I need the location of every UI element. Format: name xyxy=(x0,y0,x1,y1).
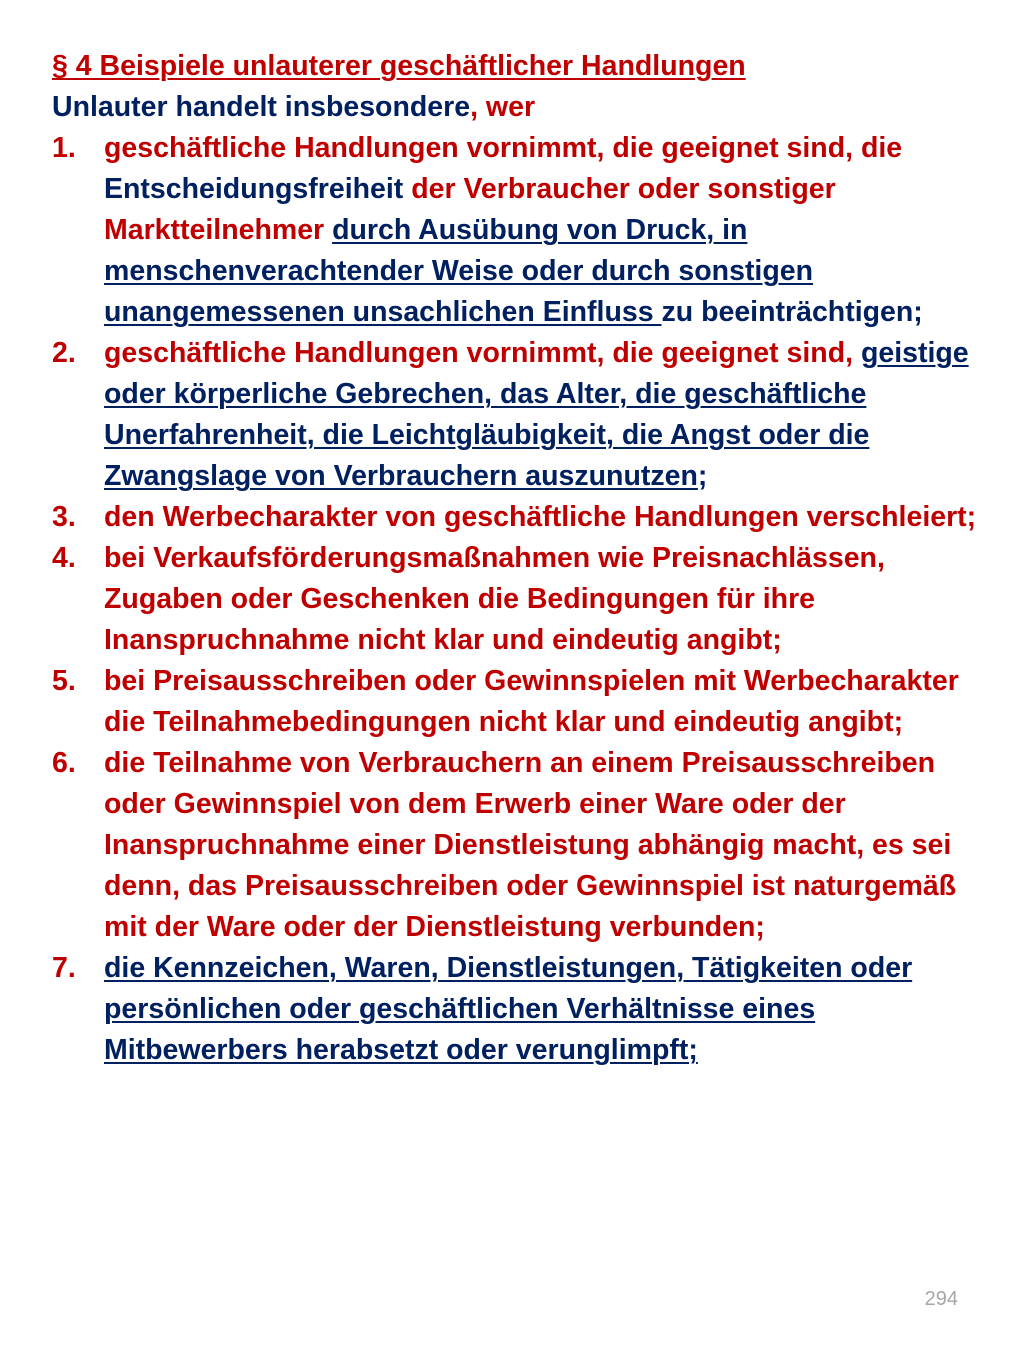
list-item-number: 6. xyxy=(52,747,76,779)
page-number: 294 xyxy=(924,1288,958,1310)
text-segment: die Kennzeichen, Waren, Dienstleistungen, Tätigkeiten oder persönlichen oder geschäftlichen Verhältnisse eines Mitbewerbers herabsetzt oder verunglimpft; xyxy=(104,952,913,1066)
text-segment: bei Preisausschreiben oder Gewinnspielen mit Werbecharakter die Teilnahmebedingungen nicht klar und eindeutig angibt; xyxy=(104,665,959,738)
list-item-text xyxy=(104,538,982,661)
text-segment: Entscheidungsfreiheit xyxy=(104,173,404,205)
text-segment: der Verbraucher oder sonstiger Marktteilnehmer xyxy=(104,173,836,246)
text-segment: die Teilnahme von Verbrauchern an einem Preisausschreiben oder Gewinnspiel von dem Erwerb einer Ware oder der Inanspruchnahme einer Dienstleistung abhängig macht, es sei denn, das Preisausschreiben oder Gewinnspiel ist naturgemäß mit der Ware oder der Dienstleistung verbunden; xyxy=(104,747,957,943)
list-item-number: 1. xyxy=(52,132,76,164)
text-segment: ; xyxy=(697,460,708,492)
list-item xyxy=(52,948,982,1071)
list-item xyxy=(52,497,982,538)
text-segment: durch Ausübung von Druck, in menschenverachtender Weise oder durch sonstigen unangemessenen unsachlichen Einfluss xyxy=(104,214,814,328)
list-item-number: 7. xyxy=(52,952,76,984)
numbered-list xyxy=(52,128,982,1071)
list-item-text xyxy=(104,497,982,538)
list-item xyxy=(52,128,982,333)
list-item-number: 2. xyxy=(52,337,76,369)
section-heading: § 4 Beispiele unlauterer geschäftlicher Handlungen xyxy=(52,50,746,82)
list-item-number: 3. xyxy=(52,501,76,533)
list-item-text xyxy=(104,661,982,743)
text-segment: geschäftliche Handlungen vornimmt, die geeignet sind, xyxy=(104,337,861,369)
text-segment: geschäftliche Handlungen vornimmt, die geeignet sind, die xyxy=(104,132,903,164)
list-item-text xyxy=(104,128,982,333)
list-item-text xyxy=(104,948,982,1071)
text-segment: geistige oder körperliche Gebrechen, das Alter, die geschäftliche Unerfahrenheit, die Leichtgläubigkeit, die Angst oder die Zwangslage von Verbrauchern auszunutzen xyxy=(104,337,969,492)
list-item-number: 5. xyxy=(52,665,76,697)
list-item xyxy=(52,743,982,948)
text-segment: bei Verkaufsförderungsmaßnahmen wie Preisnachlässen, Zugaben oder Geschenken die Bedingungen für ihre Inanspruchnahme nicht klar und eindeutig angibt; xyxy=(104,542,885,656)
list-item xyxy=(52,661,982,743)
intro-text: Unlauter handelt insbesondere xyxy=(52,91,471,123)
text-segment: zu beeinträchtigen; xyxy=(661,296,923,328)
intro-suffix: , wer xyxy=(470,91,536,123)
list-item xyxy=(52,538,982,661)
list-item-text xyxy=(104,743,982,948)
intro-line xyxy=(52,87,982,128)
text-segment: den Werbecharakter von geschäftliche Handlungen verschleiert; xyxy=(104,501,977,533)
slide-content xyxy=(52,46,982,1071)
list-item-number: 4. xyxy=(52,542,76,574)
list-item xyxy=(52,333,982,497)
list-item-text xyxy=(104,333,982,497)
